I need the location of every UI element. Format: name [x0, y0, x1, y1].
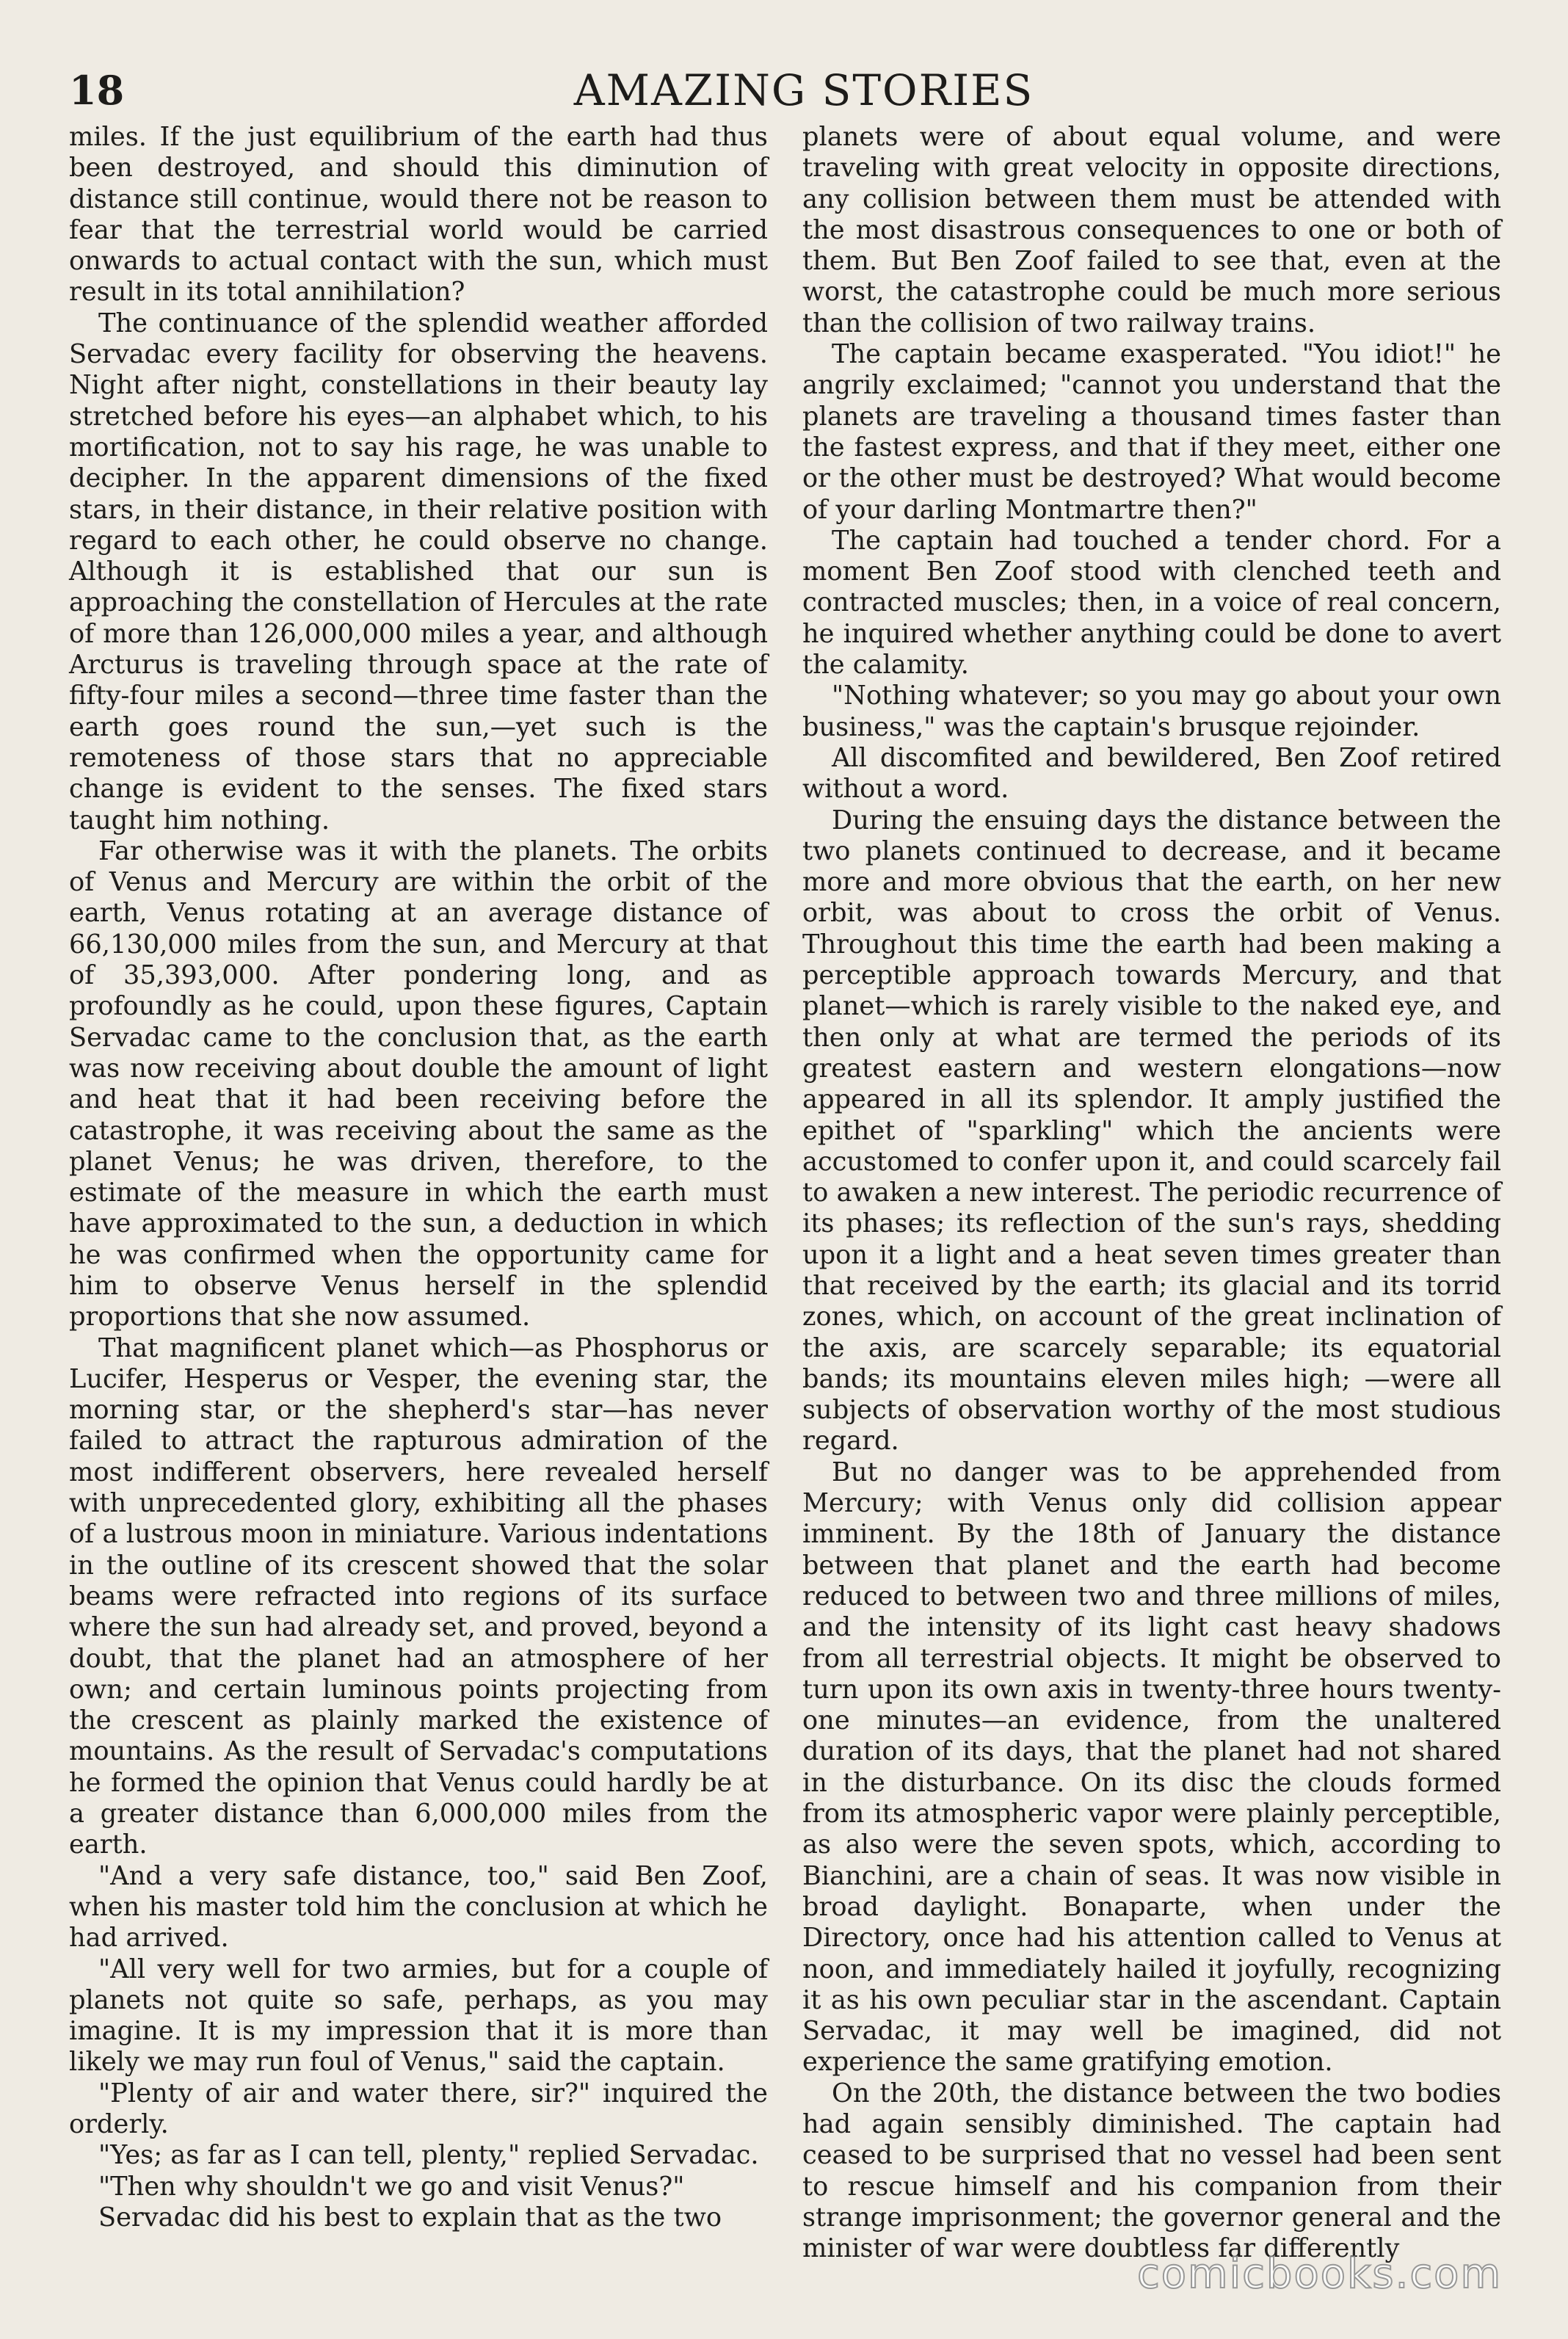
paragraph: "Plenty of air and water there, sir?" inquired the orderly. [69, 2078, 768, 2139]
paragraph: "Then why shouldn't we go and visit Venus?" [98, 2171, 685, 2202]
page-number: 18 [69, 67, 125, 114]
paragraph: "And a very safe distance, too," said Ben Zoof, when his master told him the conclusion at which he had arrived. [69, 1860, 768, 1954]
paragraph: Servadac did his best to explain that as the two [98, 2202, 722, 2233]
watermark: comicbooks.com [1136, 2250, 1502, 2298]
left-column [69, 122, 768, 2233]
paragraph: The continuance of the splendid weather afforded Servadac every facility for observing the heavens. Night after night, constellations in their beauty lay stretched before his eyes—an alphabet which, to his mortification, not to say his rage, he was unable to decipher. In the apparent dimensions of the fixed stars, in their distance, in their relative position with regard to each other, he could observe no change. Although it is established that our sun is approaching the constellation of Hercules at the rate of more than 126,000,000 miles a year, and although Arcturus is traveling through space at the rate of fifty-four miles a second—three time faster than the earth goes round the sun,—yet such is the remoteness of those stars that no appreciable change is evident to the senses. The fixed stars taught him nothing. [69, 308, 768, 835]
paragraph: miles. If the just equilibrium of the earth had thus been destroyed, and should this diminution of distance still continue, would there not be reason to fear that the terrestrial world would be carried onwards to actual contact with the sun, which must result in its total annihilation? [69, 122, 768, 308]
right-column [802, 122, 1501, 2264]
paragraph: planets were of about equal volume, and were traveling with great velocity in opposite directions, any collision between them must be attended with the most disastrous consequences to one or both of them. But Ben Zoof failed to see that, even at the worst, the catastrophe could be much more serious than the collision of two railway trains. [802, 122, 1501, 338]
paragraph: The captain had touched a tender chord. For a moment Ben Zoof stood with clenched teeth and contracted muscles; then, in a voice of real concern, he inquired whether anything could be done to avert the calamity. [802, 525, 1501, 681]
paragraph: On the 20th, the distance between the two bodies had again sensibly diminished. The captain had ceased to be surprised that no vessel had been sent to rescue himself and his companion from their strange imprisonment; the governor general and the minister of war were doubtless far differently [802, 2078, 1501, 2264]
paragraph: "All very well for two armies, but for a couple of planets not quite so safe, perhaps, as you may imagine. It is my impression that it is more than likely we may run foul of Venus," said the captain. [69, 1954, 768, 2078]
paragraph: "Yes; as far as I can tell, plenty," replied Servadac. [98, 2140, 759, 2171]
paragraph: That magnificent planet which—as Phosphorus or Lucifer, Hesperus or Vesper, the evening star, the morning star, or the shepherd's star—has never failed to attract the rapturous admiration of the most indifferent observers, here revealed herself with unprecedented glory, exhibiting all the phases of a lustrous moon in miniature. Various indentations in the outline of its crescent showed that the solar beams were refracted into regions of its surface where the sun had already set, and proved, beyond a doubt, that the planet had an atmosphere of her own; and certain luminous points projecting from the crescent as plainly marked the existence of mountains. As the result of Servadac's computations he formed the opinion that Venus could hardly be at a greater distance than 6,000,000 miles from the earth. [69, 1332, 768, 1860]
paragraph: Far otherwise was it with the planets. The orbits of Venus and Mercury are within the orbit of the earth, Venus rotating at an average distance of 66,130,000 miles from the sun, and Mercury at that of 35,393,000. After pondering long, and as profoundly as he could, upon these figures, Captain Servadac came to the conclusion that, as the earth was now receiving about double the amount of light and heat that it had been receiving before the catastrophe, it was receiving about the same as the planet Venus; he was driven, therefore, to the estimate of the measure in which the earth must have approximated to the sun, a deduction in which he was confirmed when the opportunity came for him to observe Venus herself in the splendid proportions that she now assumed. [69, 835, 768, 1332]
paragraph: All discomfited and bewildered, Ben Zoof retired without a word. [802, 742, 1501, 805]
paragraph: "Nothing whatever; so you may go about your own business," was the captain's brusque rejoinder. [802, 681, 1501, 742]
paragraph: The captain became exasperated. "You idiot!" he angrily exclaimed; "cannot you understand that the planets are traveling a thousand times faster than the fastest express, and that if they meet, either one or the other must be destroyed? What would become of your darling Montmartre then?" [802, 339, 1501, 525]
page-header [69, 57, 1509, 123]
paragraph: But no danger was to be apprehended from Mercury; with Venus only did collision appear imminent. By the 18th of January the distance between that planet and the earth had become reduced to between two and three millions of miles, and the intensity of its light cast heavy shadows from all terrestrial objects. It might be observed to turn upon its own axis in twenty-three hours twenty-one minutes—an evidence, from the unaltered duration of its days, that the planet had not shared in the disturbance. On its disc the clouds formed from its atmospheric vapor were plainly perceptible, as also were the seven spots, which, according to Bianchini, are a chain of seas. It was now visible in broad daylight. Bonaparte, when under the Directory, once had his attention called to Venus at noon, and immediately hailed it joyfully, recognizing it as his own peculiar star in the ascendant. Captain Servadac, it may well be imagined, did not experience the same gratifying emotion. [802, 1457, 1501, 2078]
paragraph: During the ensuing days the distance between the two planets continued to decrease, and it became more and more obvious that the earth, on her new orbit, was about to cross the orbit of Venus. Throughout this time the earth had been making a perceptible approach towards Mercury, and that planet—which is rarely visible to the naked eye, and then only at what are termed the periods of its greatest eastern and western elongations—now appeared in all its splendor. It amply justified the epithet of "sparkling" which the ancients were accustomed to confer upon it, and could scarcely fail to awaken a new interest. The periodic recurrence of its phases; its reflection of the sun's rays, shedding upon it a light and a heat seven times greater than that received by the earth; its glacial and its torrid zones, which, on account of the great inclination of the axis, are scarcely separable; its equatorial bands; its mountains eleven miles high; —were all subjects of observation worthy of the most studious regard. [802, 805, 1501, 1457]
magazine-title: AMAZING STORIES [573, 65, 1034, 115]
